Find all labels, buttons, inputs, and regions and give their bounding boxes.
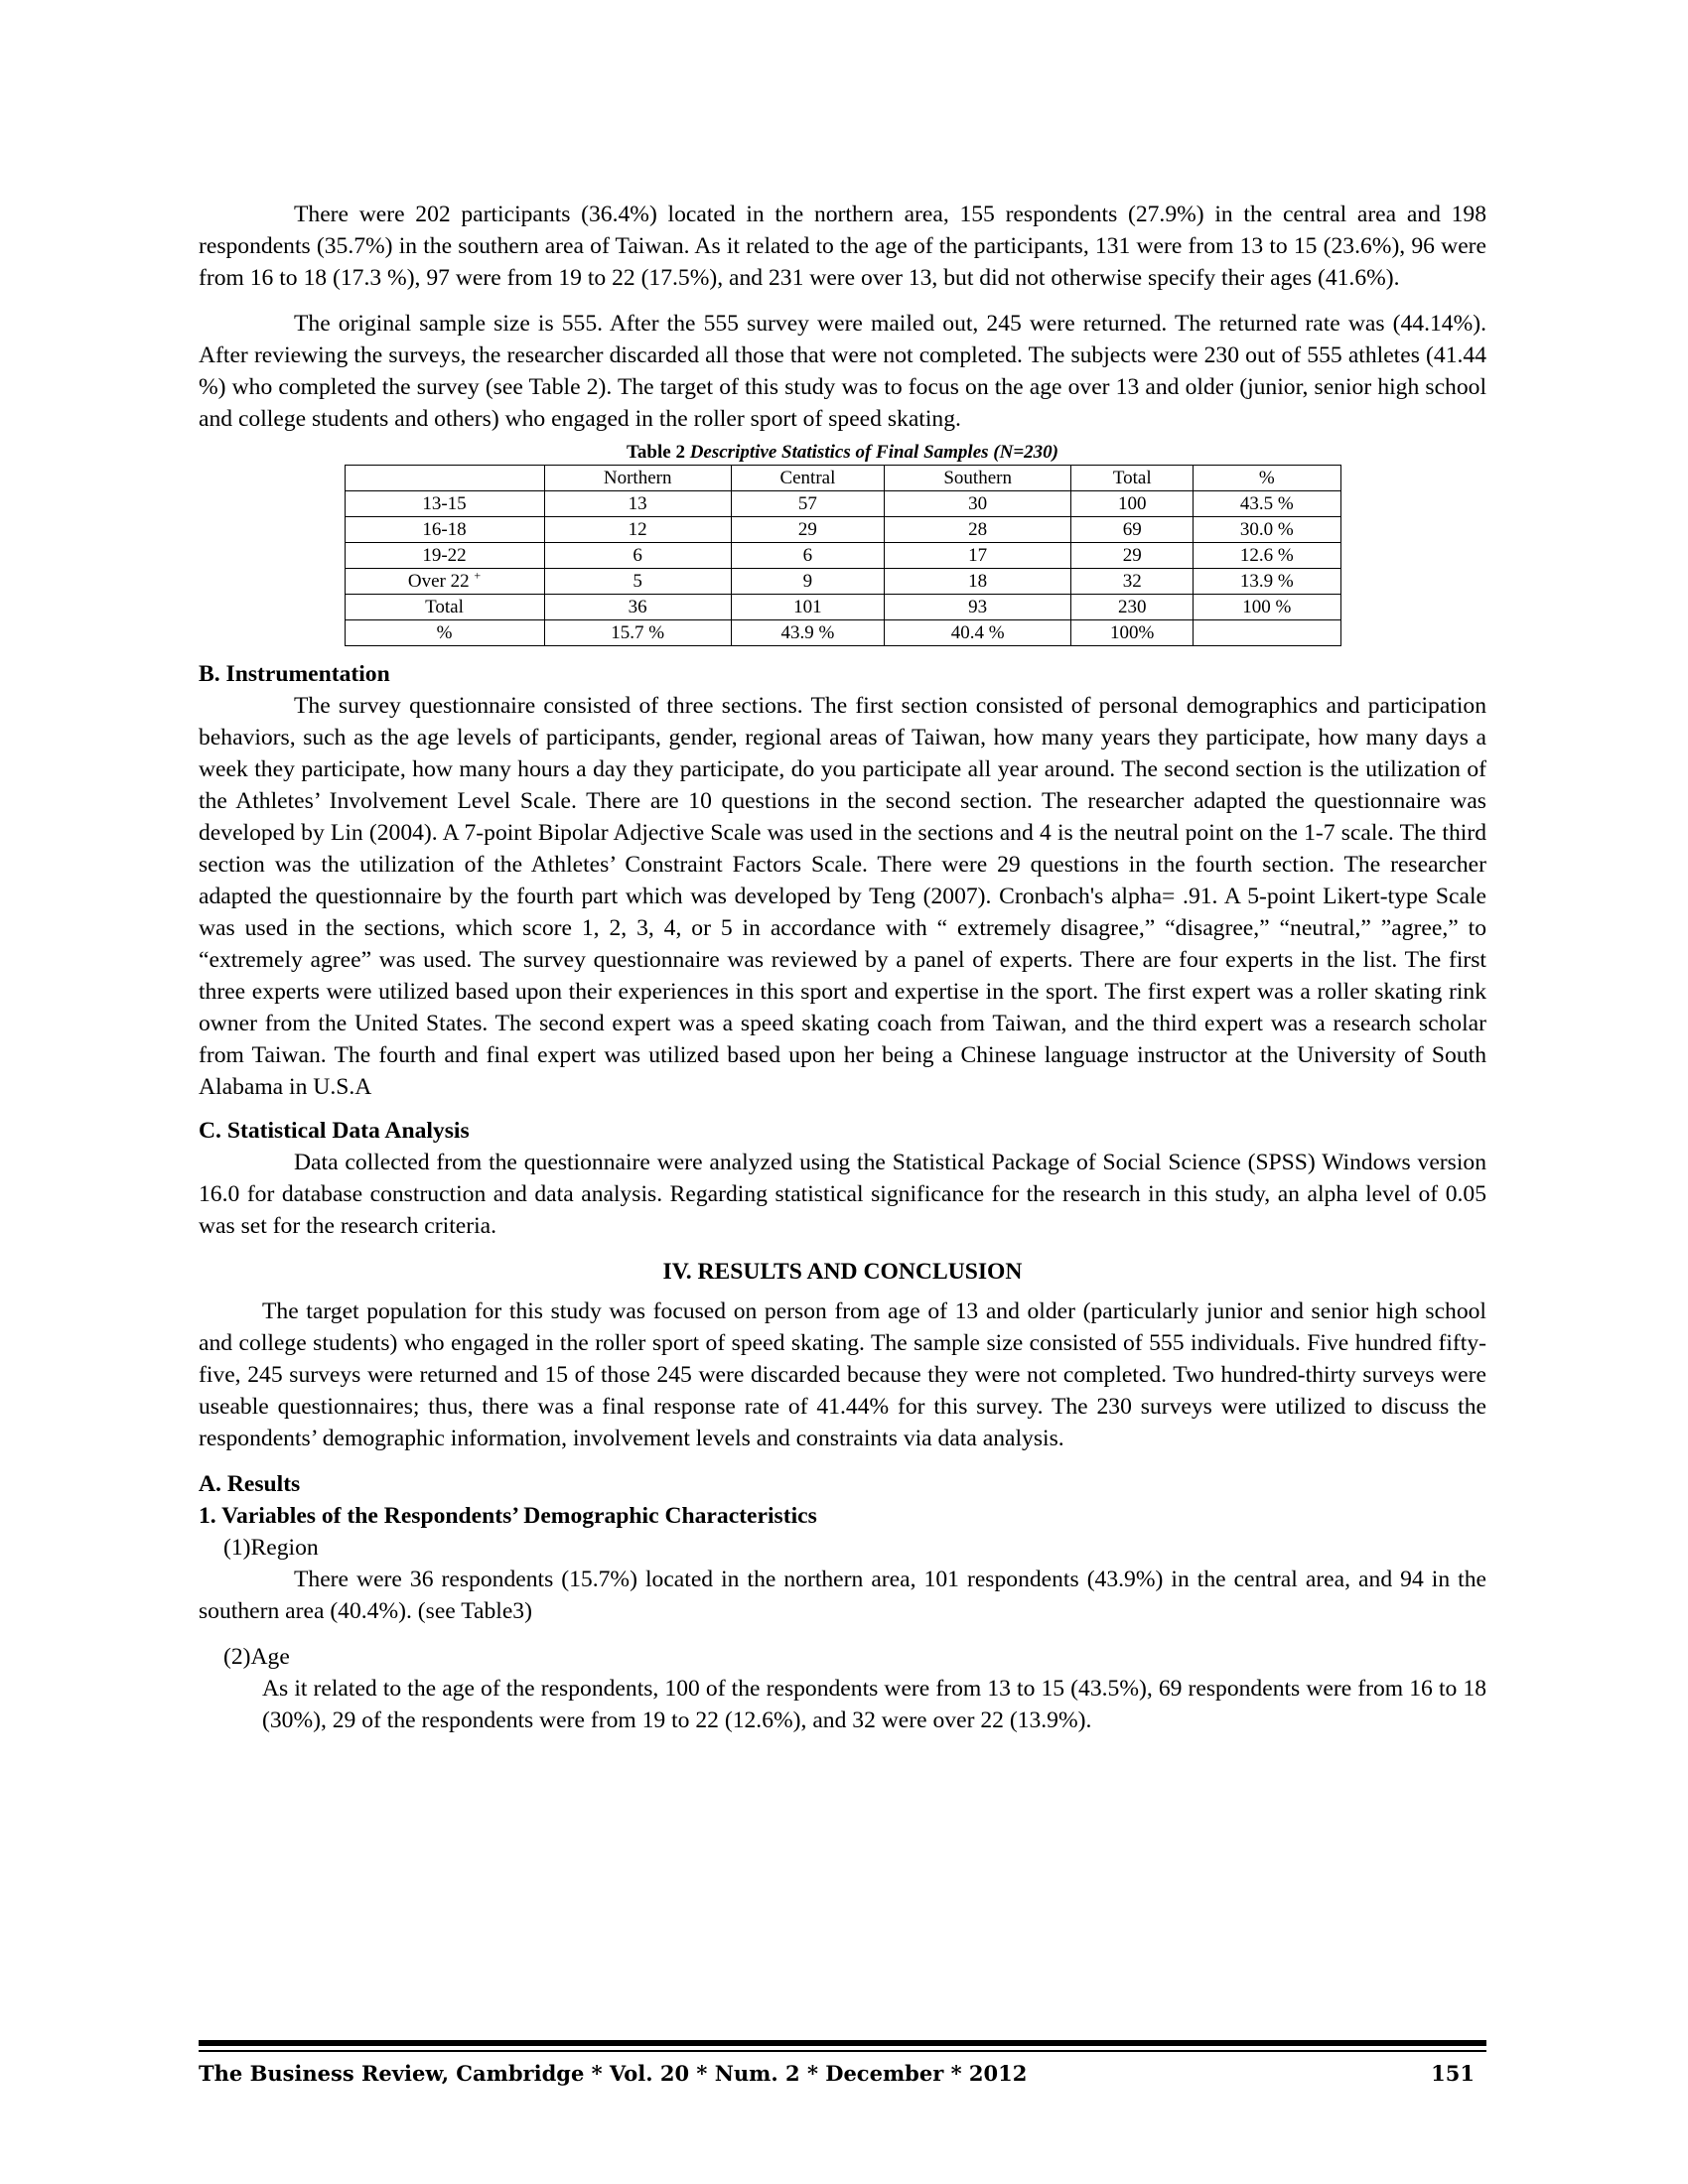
table-cell: 13.9 % (1194, 569, 1340, 595)
paragraph-sample-size: The original sample size is 555. After the 555 survey were mailed out, 245 were returned. The returned rate was (44.14%). After reviewing the surveys, the researcher discarded all those that were not completed. The subjects were 230 out of 555 athletes (41.44 %) who completed the survey (see Table 2). The target of this study was to focus on the age over 13 and older (junior, senior high school and college students and others) who engaged in the roller sport of speed skating. (199, 311, 1486, 432)
table-cell: 101 (731, 595, 884, 620)
table-cell: 15.7 % (544, 620, 731, 646)
label-age: (2)Age (223, 1644, 290, 1670)
table-cell: 40.4 % (884, 620, 1070, 646)
table-cell: 29 (1071, 543, 1194, 569)
table-cell: 43.5 % (1194, 491, 1340, 517)
over22-superscript: + (474, 568, 482, 583)
table-header-cell: Central (731, 466, 884, 491)
table-cell: 12.6 % (1194, 543, 1340, 569)
heading-instrumentation: B. Instrumentation (199, 661, 390, 687)
table-cell: 100 (1071, 491, 1194, 517)
label-region: (1)Region (223, 1535, 319, 1561)
table-header-cell: Northern (544, 466, 731, 491)
table-cell: 30.0 % (1194, 517, 1340, 543)
heading-a-results: A. Results (199, 1471, 301, 1497)
table-row (345, 595, 1340, 620)
table-cell: 230 (1071, 595, 1194, 620)
table-caption-title: Descriptive Statistics of Final Samples (N=230) (689, 442, 1058, 463)
table-cell: 5 (544, 569, 731, 595)
table-cell: 36 (544, 595, 731, 620)
table-cell: 12 (544, 517, 731, 543)
page-footer (199, 2061, 1486, 2086)
table-cell: 19-22 (345, 543, 544, 569)
table-cell: 6 (544, 543, 731, 569)
heading-results-conclusion: IV. RESULTS AND CONCLUSION (662, 1259, 1023, 1285)
heading-statistical-analysis: C. Statistical Data Analysis (199, 1118, 470, 1144)
table-cell: 100 % (1194, 595, 1340, 620)
table-cell: 17 (884, 543, 1070, 569)
table-header-cell (345, 466, 544, 491)
table-cell: 93 (884, 595, 1070, 620)
footer-page-number: 151 (1431, 2061, 1475, 2086)
table-cell: 13 (544, 491, 731, 517)
table-header-cell: Total (1071, 466, 1194, 491)
paragraph-instrumentation: The survey questionnaire consisted of three sections. The first section consisted of personal demographics and participation behaviors, such as the age levels of participants, gender, regional areas of Taiwan, how many years they participate, how many days a week they participate, how many hours a day they participate, do you participate all year around. The second section is the utilization of the Athletes’ Involvement Level Scale. There are 10 questions in the second section. The researcher adapted the questionnaire was developed by Lin (2004). A 7-point Bipolar Adjective Scale was used in the sections and 4 is the neutral point on the 1-7 scale. The third section was the utilization of the Athletes’ Constraint Factors Scale. There were 29 questions in the fourth section. The researcher adapted the questionnaire by the fourth part which was developed by Teng (2007). Cronbach's alpha= .91. A 5-point Likert-type Scale was used in the sections, which score 1, 2, 3, 4, or 5 in accordance with “ extremely disagree,” “disagree,” “neutral,” ”agree,” to “extremely agree” was used. The survey questionnaire was reviewed by a panel of experts. There are four experts in the list. The first three experts were utilized based upon their experiences in this sport and expertise in the sport. The first expert was a roller skating rink owner from the United States. The second expert was a speed skating coach from Taiwan, and the third expert was a research scholar from Taiwan. The fourth and final expert was utilized based upon her being a Chinese language instructor at the University of South Alabama in U.S.A (199, 693, 1486, 1100)
table-cell: 28 (884, 517, 1070, 543)
table-caption (199, 441, 1486, 465)
table-caption-prefix: Table 2 (626, 442, 685, 463)
table-cell (1194, 620, 1340, 646)
paragraph-results: The target population for this study was focused on person from age of 13 and older (particularly junior and senior high school and college students) who engaged in the roller sport of speed skating. The sample size consisted of 555 individuals. Five hundred fifty-five, 245 surveys were returned and 15 of those 245 were discarded because they were not completed. Two hundred-thirty surveys were useable questionnaires; thus, there was a final response rate of 41.44% for this survey. The 230 surveys were utilized to discuss the respondents’ demographic information, involvement levels and constraints via data analysis. (199, 1298, 1486, 1451)
table-cell-over22-label: Over 22 (407, 570, 470, 592)
table-cell: 32 (1071, 569, 1194, 595)
table-row (345, 620, 1340, 646)
table-row (345, 517, 1340, 543)
table-cell: 43.9 % (731, 620, 884, 646)
table-cell: 16-18 (345, 517, 544, 543)
paragraph-region: There were 36 respondents (15.7%) located in the northern area, 101 respondents (43.9%) in the central area, and 94 in the southern area (40.4%). (see Table3) (199, 1567, 1486, 1624)
table-cell: Total (345, 595, 544, 620)
footer-rule-thick (199, 2040, 1486, 2046)
table-descriptive-statistics (345, 465, 1341, 646)
table-row (345, 569, 1340, 595)
table-cell: 6 (731, 543, 884, 569)
footer-journal: The Business Review, Cambridge * Vol. 20 * Num. 2 * December * 2012 (199, 2061, 1028, 2086)
table-cell: 9 (731, 569, 884, 595)
table-cell: 100% (1071, 620, 1194, 646)
table-header-row (345, 466, 1340, 491)
table-row (345, 491, 1340, 517)
footer-rule-thin (199, 2050, 1486, 2052)
table-cell: 30 (884, 491, 1070, 517)
table-cell: 57 (731, 491, 884, 517)
heading-demographic-variables: 1. Variables of the Respondents’ Demographic Characteristics (199, 1503, 817, 1529)
table-header-cell: % (1194, 466, 1340, 491)
table-header-cell: Southern (884, 466, 1070, 491)
table-row (345, 543, 1340, 569)
paragraph-participants: There were 202 participants (36.4%) located in the northern area, 155 respondents (27.9%) in the central area and 198 respondents (35.7%) in the southern area of Taiwan. As it related to the age of the participants, 131 were from 13 to 15 (23.6%), 96 were from 16 to 18 (17.3 %), 97 were from 19 to 22 (17.5%), and 231 were over 13, but did not otherwise specify their ages (41.6%). (199, 202, 1486, 291)
table-cell: 13-15 (345, 491, 544, 517)
table-cell: % (345, 620, 544, 646)
paragraph-age: As it related to the age of the respondents, 100 of the respondents were from 13 to 15 (43.5%), 69 respondents were from 16 to 18 (30%), 29 of the respondents were from 19 to 22 (12.6%), and 32 were over 22 (13.9%). (262, 1676, 1486, 1733)
page-body (199, 199, 1486, 1736)
table-cell: 18 (884, 569, 1070, 595)
paragraph-statistical-analysis: Data collected from the questionnaire were analyzed using the Statistical Package of Social Science (SPSS) Windows version 16.0 for database construction and data analysis. Regarding statistical significance for the research in this study, an alpha level of 0.05 was set for the research criteria. (199, 1150, 1486, 1239)
table-cell-over22 (345, 569, 544, 595)
table-cell: 69 (1071, 517, 1194, 543)
table-cell: 29 (731, 517, 884, 543)
